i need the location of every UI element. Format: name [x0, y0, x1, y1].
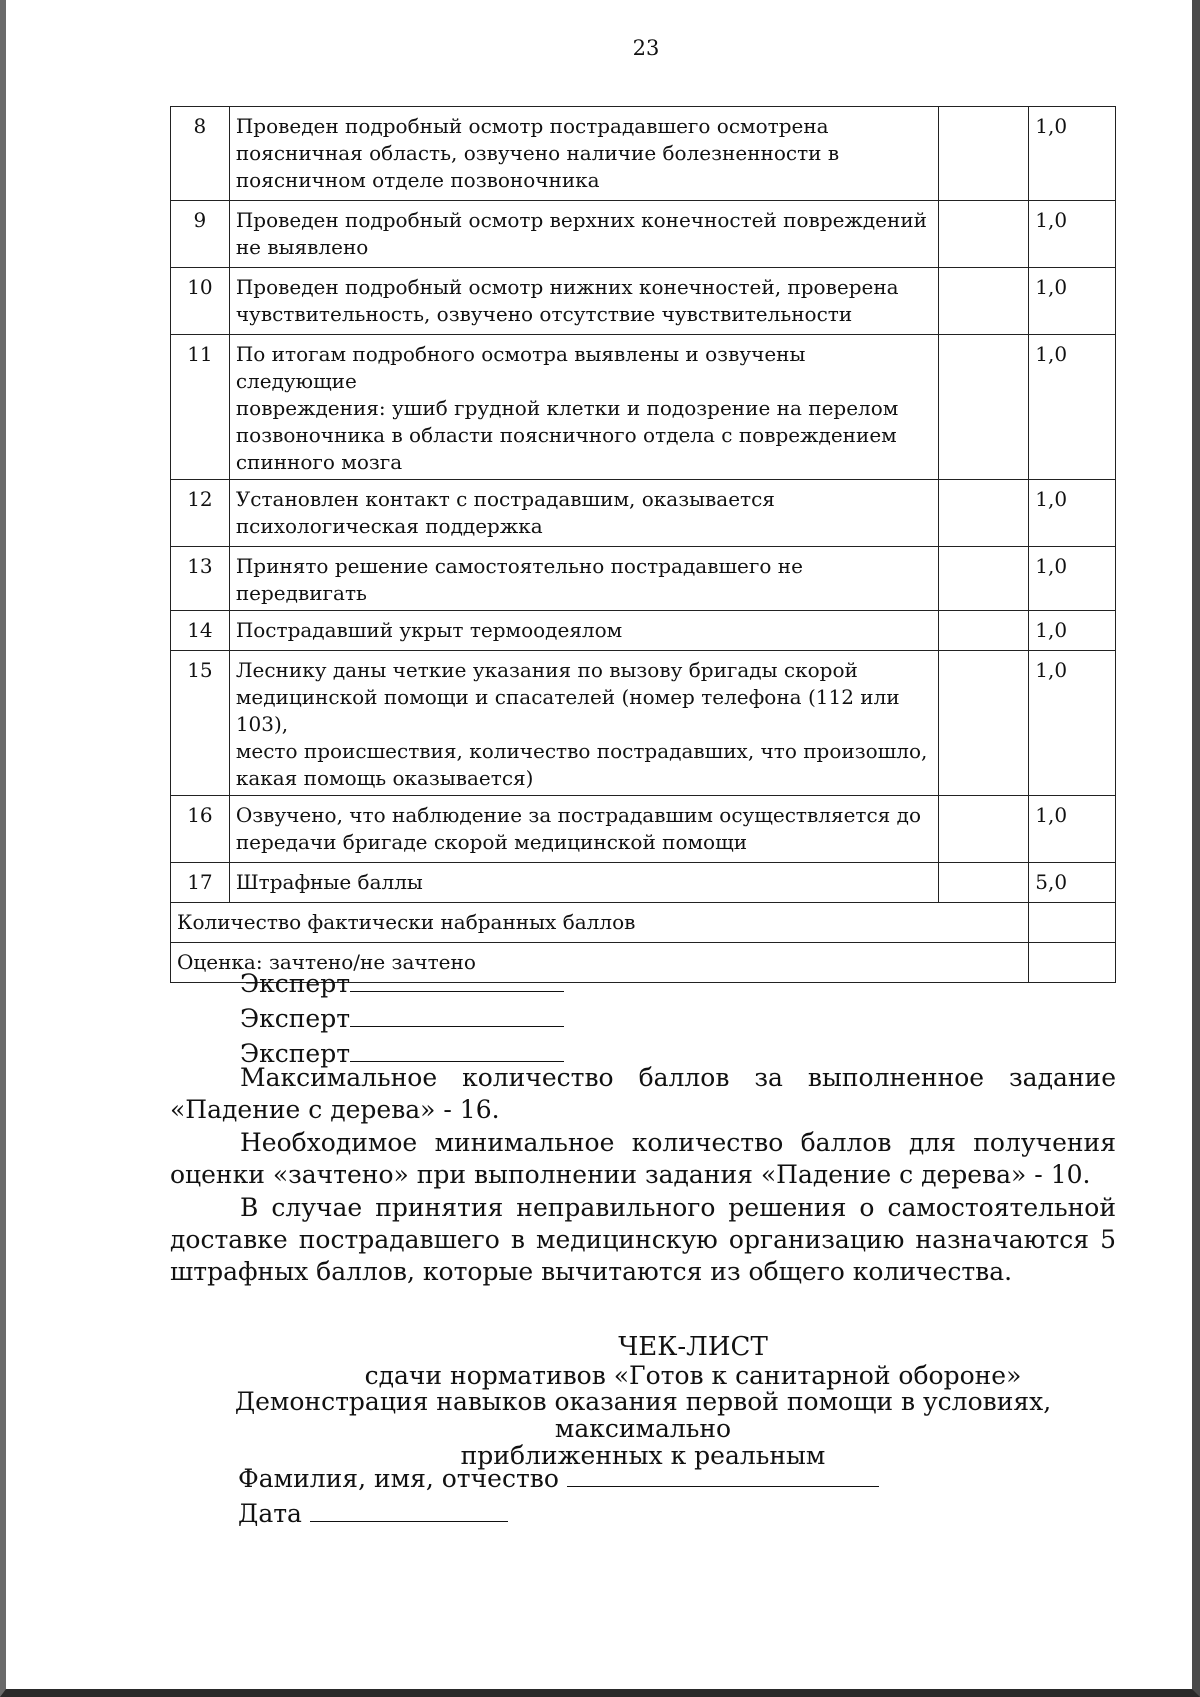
- row-description: [229, 651, 938, 796]
- expert-line: [240, 965, 564, 1000]
- description-line: позвоночника в области поясничного отдела с повреждением: [235, 423, 897, 447]
- row-points: 1,0: [1029, 547, 1116, 611]
- row-points: 1,0: [1029, 480, 1116, 547]
- row-mark-cell[interactable]: [938, 335, 1028, 480]
- max-score-paragraph: Максимальное количество баллов за выполненное задание «Падение с дерева» - 16.: [170, 1063, 1116, 1124]
- row-description: [229, 547, 938, 611]
- min-score-paragraph: Необходимое минимальное количество баллов для получения оценки «зачтено» при выполнении задания «Падение с дерева» - 10.: [170, 1128, 1116, 1189]
- total-value-cell[interactable]: [1029, 903, 1116, 943]
- expert-label: Эксперт: [240, 1004, 351, 1033]
- expert-signature-field[interactable]: [350, 965, 564, 992]
- row-points: 1,0: [1029, 335, 1116, 480]
- description-line: передачи бригаде скорой медицинской помощи: [235, 830, 748, 854]
- row-description: [229, 796, 938, 863]
- row-mark-cell[interactable]: [938, 796, 1028, 863]
- expert-label: Эксперт: [240, 1039, 351, 1068]
- checklist-description: [160, 1388, 1126, 1469]
- description-line: поясничном отделе позвоночника: [235, 168, 600, 192]
- row-points: 1,0: [1029, 268, 1116, 335]
- table-row: [171, 796, 1116, 863]
- row-number: 15: [171, 651, 230, 796]
- row-points: 1,0: [1029, 796, 1116, 863]
- row-points: 1,0: [1029, 611, 1116, 651]
- description-line: место происшествия, количество пострадавших, что произошло,: [235, 739, 928, 763]
- expert-signature-field[interactable]: [350, 1035, 564, 1062]
- row-description: [229, 268, 938, 335]
- date-label: Дата: [238, 1499, 302, 1528]
- row-mark-cell[interactable]: [938, 863, 1028, 903]
- penalty-paragraph: В случае принятия неправильного решения о самостоятельной доставке пострадавшего в медицинскую организацию назначаются 5 штрафных баллов, которые вычитаются из общего количества.: [170, 1193, 1116, 1286]
- description-line: спинного мозга: [235, 450, 403, 474]
- expert-label: Эксперт: [240, 969, 351, 998]
- description-line: Проведен подробный осмотр верхних конечностей повреждений: [235, 208, 927, 232]
- row-mark-cell[interactable]: [938, 547, 1028, 611]
- table-row: [171, 268, 1116, 335]
- fio-label: Фамилия, имя, отчество: [238, 1464, 559, 1493]
- description-line: чувствительность, озвучено отсутствие чувствительности: [235, 302, 853, 326]
- table-row: [171, 651, 1116, 796]
- row-points: 1,0: [1029, 107, 1116, 201]
- row-description: [229, 201, 938, 268]
- row-mark-cell[interactable]: [938, 611, 1028, 651]
- table-row: [171, 863, 1116, 903]
- checklist-description-line: Демонстрация навыков оказания первой помощи в условиях, максимально: [234, 1387, 1052, 1443]
- description-line: Штрафные баллы: [235, 870, 423, 894]
- row-number: 10: [171, 268, 230, 335]
- description-line: Принято решение самостоятельно пострадавшего не передвигать: [235, 554, 803, 605]
- total-label: Количество фактически набранных баллов: [171, 903, 1029, 943]
- description-line: не выявлено: [235, 235, 369, 259]
- row-number: 13: [171, 547, 230, 611]
- score-table: [170, 106, 1116, 983]
- row-mark-cell[interactable]: [938, 268, 1028, 335]
- description-line: Озвучено, что наблюдение за пострадавшим осуществляется до: [235, 803, 922, 827]
- total-row: [171, 903, 1116, 943]
- row-number: 8: [171, 107, 230, 201]
- row-number: 14: [171, 611, 230, 651]
- description-line: Проведен подробный осмотр нижних конечностей, проверена: [235, 275, 899, 299]
- table-row: [171, 107, 1116, 201]
- fio-line: [238, 1460, 879, 1495]
- grade-value-cell[interactable]: [1029, 943, 1116, 983]
- table-row: [171, 335, 1116, 480]
- expert-signature-field[interactable]: [350, 1000, 564, 1027]
- participant-form: [238, 1460, 879, 1530]
- description-line: Леснику даны четкие указания по вызову бригады скорой: [235, 658, 858, 682]
- description-line: психологическая поддержка: [235, 514, 543, 538]
- row-points: 5,0: [1029, 863, 1116, 903]
- checklist-title: ЧЕК-ЛИСТ: [618, 1332, 768, 1362]
- row-description: [229, 863, 938, 903]
- grade-label: Оценка: зачтено/не зачтено: [171, 943, 1029, 983]
- checklist-description-line: приближенных к реальным: [460, 1441, 826, 1470]
- row-points: 1,0: [1029, 651, 1116, 796]
- description-line: повреждения: ушиб грудной клетки и подозрение на перелом: [235, 396, 899, 420]
- description-line: какая помощь оказывается): [235, 766, 534, 790]
- page-number: 23: [632, 36, 660, 60]
- row-number: 16: [171, 796, 230, 863]
- row-points: 1,0: [1029, 201, 1116, 268]
- table-row: [171, 547, 1116, 611]
- table-row: [171, 201, 1116, 268]
- expert-signatures: [240, 965, 564, 1070]
- row-description: [229, 480, 938, 547]
- expert-line: [240, 1000, 564, 1035]
- row-number: 9: [171, 201, 230, 268]
- row-description: [229, 335, 938, 480]
- row-number: 17: [171, 863, 230, 903]
- date-field[interactable]: [310, 1495, 508, 1522]
- description-line: По итогам подробного осмотра выявлены и озвучены следующие: [235, 342, 806, 393]
- table-row: [171, 480, 1116, 547]
- row-mark-cell[interactable]: [938, 480, 1028, 547]
- description-line: поясничная область, озвучено наличие болезненности в: [235, 141, 840, 165]
- fio-field[interactable]: [567, 1460, 879, 1487]
- row-description: [229, 611, 938, 651]
- description-line: медицинской помощи и спасателей (номер телефона (112 или 103),: [235, 685, 900, 736]
- row-mark-cell[interactable]: [938, 201, 1028, 268]
- table-row: [171, 611, 1116, 651]
- row-number: 11: [171, 335, 230, 480]
- description-line: Пострадавший укрыт термоодеялом: [235, 618, 623, 642]
- row-mark-cell[interactable]: [938, 107, 1028, 201]
- description-line: Проведен подробный осмотр пострадавшего осмотрена: [235, 114, 829, 138]
- score-table-body: [171, 107, 1116, 983]
- row-description: [229, 107, 938, 201]
- row-number: 12: [171, 480, 230, 547]
- checklist-subtitle: сдачи нормативов «Готов к санитарной обороне»: [364, 1361, 1022, 1390]
- date-line: [238, 1495, 879, 1530]
- row-mark-cell[interactable]: [938, 651, 1028, 796]
- description-line: Установлен контакт с пострадавшим, оказывается: [235, 487, 775, 511]
